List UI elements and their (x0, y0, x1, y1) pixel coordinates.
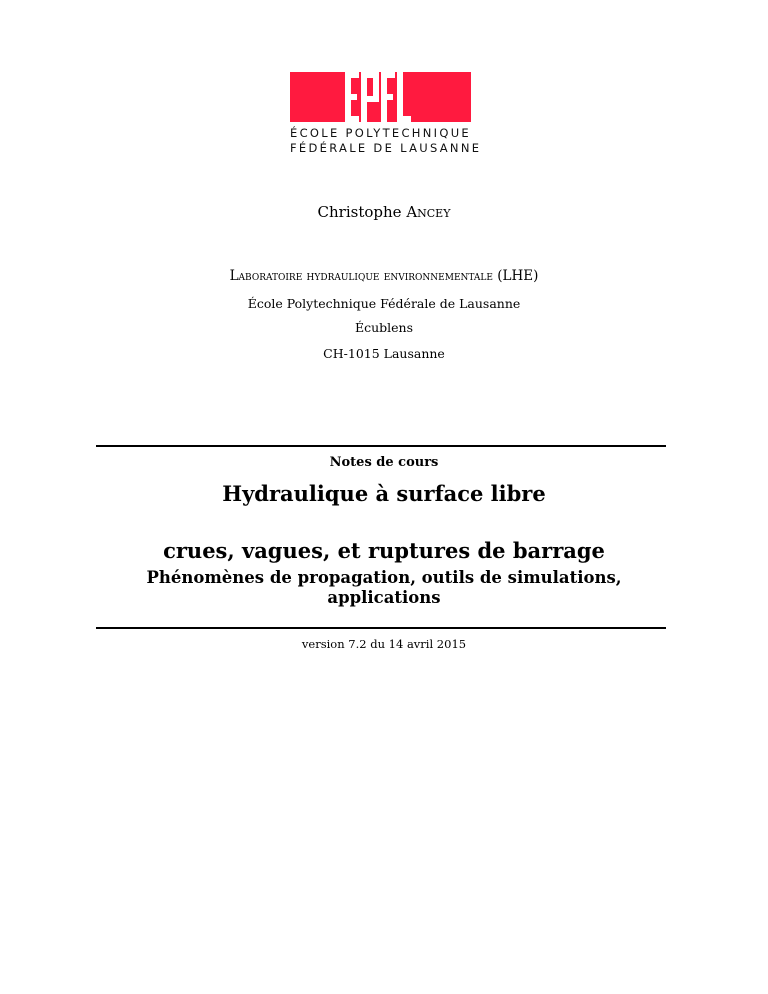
bottom-rule (96, 627, 666, 629)
epfl-logo (290, 72, 482, 156)
document-subsubtitle (0, 568, 768, 608)
city-name: Écublens (354, 320, 414, 335)
document-kind: Notes de cours (329, 455, 439, 470)
lab-name (0, 268, 768, 284)
top-rule (96, 445, 666, 447)
lab-abbrev: (LHE) (497, 268, 539, 284)
lab-full-name: Laboratoire hydraulique environnementale (229, 268, 493, 284)
school-name: École Polytechnique Fédérale de Lausanne (247, 296, 521, 311)
subsubtitle-line-2: applications (327, 588, 441, 607)
postal-address: CH-1015 Lausanne (323, 346, 445, 361)
logo-text-line-1: ÉCOLE POLYTECHNIQUE (290, 126, 471, 140)
subsubtitle-line-1: Phénomènes de propagation, outils de simulations, (146, 568, 622, 587)
version-date: version 7.2 du 14 avril 2015 (301, 637, 467, 651)
logo-text-line-2: FÉDÉRALE DE LAUSANNE (290, 141, 482, 155)
author-first-name: Christophe (317, 203, 402, 221)
author-name (0, 203, 768, 221)
author-last-name: Ancey (406, 203, 451, 221)
document-title: Hydraulique à surface libre (222, 481, 546, 506)
epfl-logo-mark (290, 72, 471, 122)
document-subtitle: crues, vagues, et ruptures de barrage (163, 538, 605, 563)
